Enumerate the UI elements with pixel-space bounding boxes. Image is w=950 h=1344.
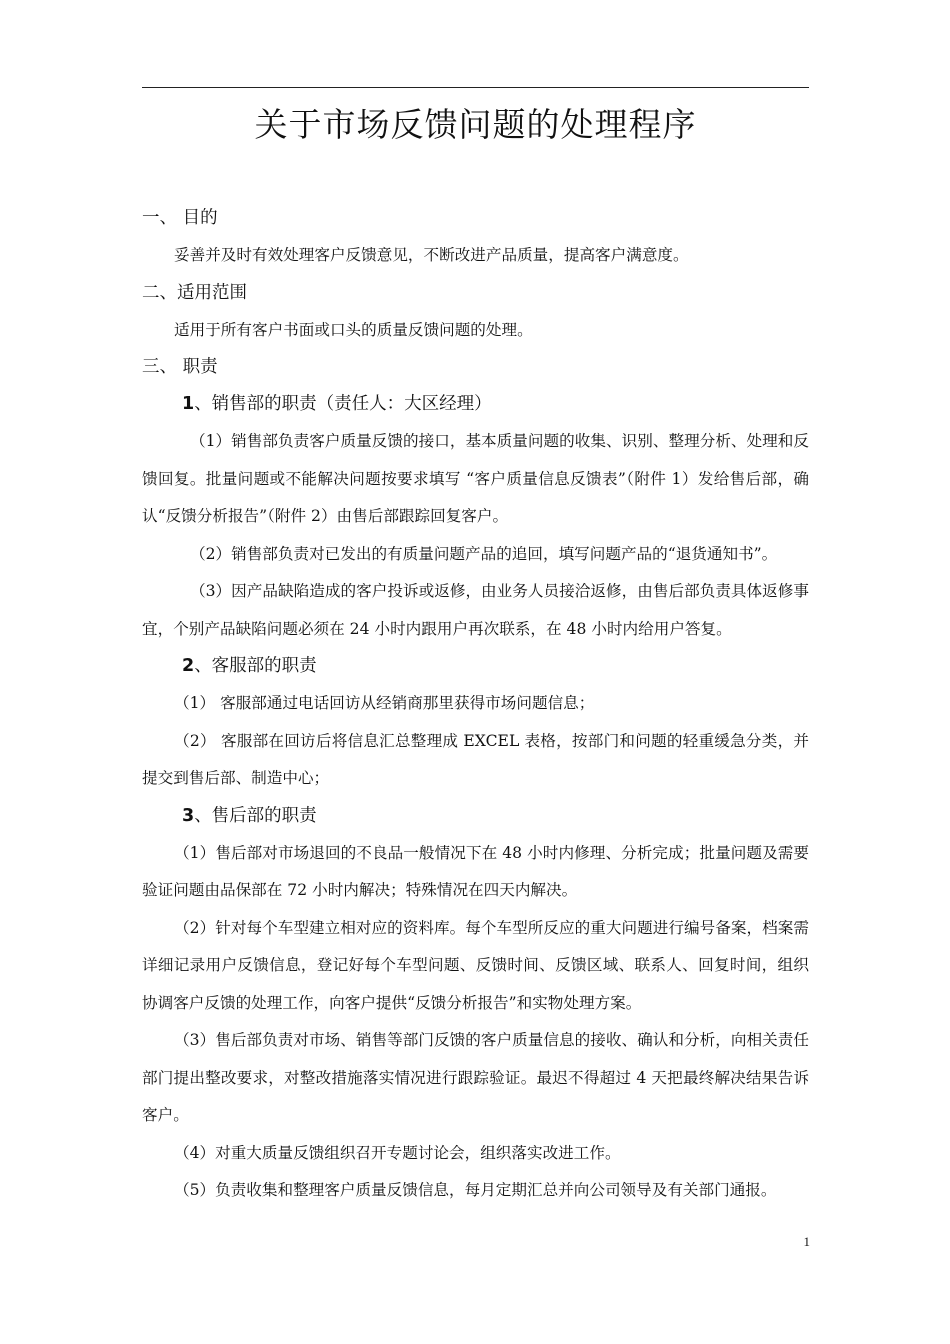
after-sales-duty-item: （4）对重大质量反馈组织召开专题讨论会，组织落实改进工作。 bbox=[174, 1143, 621, 1162]
subsection-number: 2 bbox=[182, 656, 195, 676]
subsection-title: 、销售部的职责（责任人：大区经理） bbox=[194, 394, 492, 414]
after-sales-duty-item: （3）售后部负责对市场、销售等部门反馈的客户质量信息的接收、确认和分析，向相关责任部门提出整改要求，对整改措施落实情况进行跟踪验证。最迟不得超过 4 天把最终解决结果告诉客户。 bbox=[142, 1031, 809, 1124]
subsection-title: 、售后部的职责 bbox=[194, 805, 317, 826]
service-duty-item: （1） 客服部通过电话回访从经销商那里获得市场问题信息； bbox=[174, 694, 595, 712]
document-title: 关于市场反馈问题的处理程序 bbox=[254, 105, 697, 144]
sales-duty-item: （2）销售部负责对已发出的有质量问题产品的追回，填写问题产品的“退货通知书”。 bbox=[190, 544, 778, 563]
section-heading-scope: 二、适用范围 bbox=[142, 282, 247, 303]
subsection-number: 3 bbox=[182, 805, 195, 826]
subsection-heading-after-sales bbox=[142, 798, 809, 835]
sales-duty-item: （3）因产品缺陷造成的客户投诉或返修，由业务人员接洽返修，由售后部负责具体返修事宜，个别产品缺陷问题必须在 24 小时内跟用户再次联系，在 48 小时内给用户答复。 bbox=[142, 582, 809, 638]
section-heading-purpose: 一、 目的 bbox=[142, 208, 218, 228]
sales-duty-item: （1）销售部负责客户质量反馈的接口，基本质量问题的收集、识别、整理分析、处理和反馈回复。批量问题或不能解决问题按要求填写 “客户质量信息反馈表”（附件 1）发给售后部，确认“反馈分析报告”（附件 2）由售后部跟踪回复客户。 bbox=[142, 432, 809, 525]
service-duty-item: （2） 客服部在回访后将信息汇总整理成 EXCEL 表格，按部门和问题的轻重缓急分类，并提交到售后部、制造中心； bbox=[142, 731, 809, 787]
after-sales-duty-item: （5）负责收集和整理客户质量反馈信息，每月定期汇总并向公司领导及有关部门通报。 bbox=[174, 1181, 777, 1199]
after-sales-duty-item: （2）针对每个车型建立相对应的资料库。每个车型所反应的重大问题进行编号备案，档案需详细记录用户反馈信息，登记好每个车型问题、反馈时间、反馈区域、联系人、回复时间，组织协调客户反馈的处理工作，向客户提供“反馈分析报告”和实物处理方案。 bbox=[142, 918, 809, 1012]
document-body bbox=[142, 200, 809, 1210]
purpose-paragraph: 妥善并及时有效处理客户反馈意见，不断改进产品质量，提高客户满意度。 bbox=[174, 246, 689, 264]
after-sales-duty-item: （1）售后部对市场退回的不良品一般情况下在 48 小时内修理、分析完成；批量问题及需要验证问题由品保部在 72 小时内解决；特殊情况在四天内解决。 bbox=[142, 843, 809, 899]
page-number: 1 bbox=[803, 1234, 810, 1249]
section-heading-duties: 三、 职责 bbox=[142, 357, 218, 377]
subsection-heading-sales bbox=[142, 386, 809, 423]
subsection-title: 、客服部的职责 bbox=[194, 656, 317, 676]
subsection-heading-service bbox=[142, 648, 809, 685]
scope-paragraph: 适用于所有客户书面或口头的质量反馈问题的处理。 bbox=[174, 320, 533, 339]
subsection-number: 1 bbox=[182, 394, 195, 414]
header-rule bbox=[142, 87, 809, 88]
